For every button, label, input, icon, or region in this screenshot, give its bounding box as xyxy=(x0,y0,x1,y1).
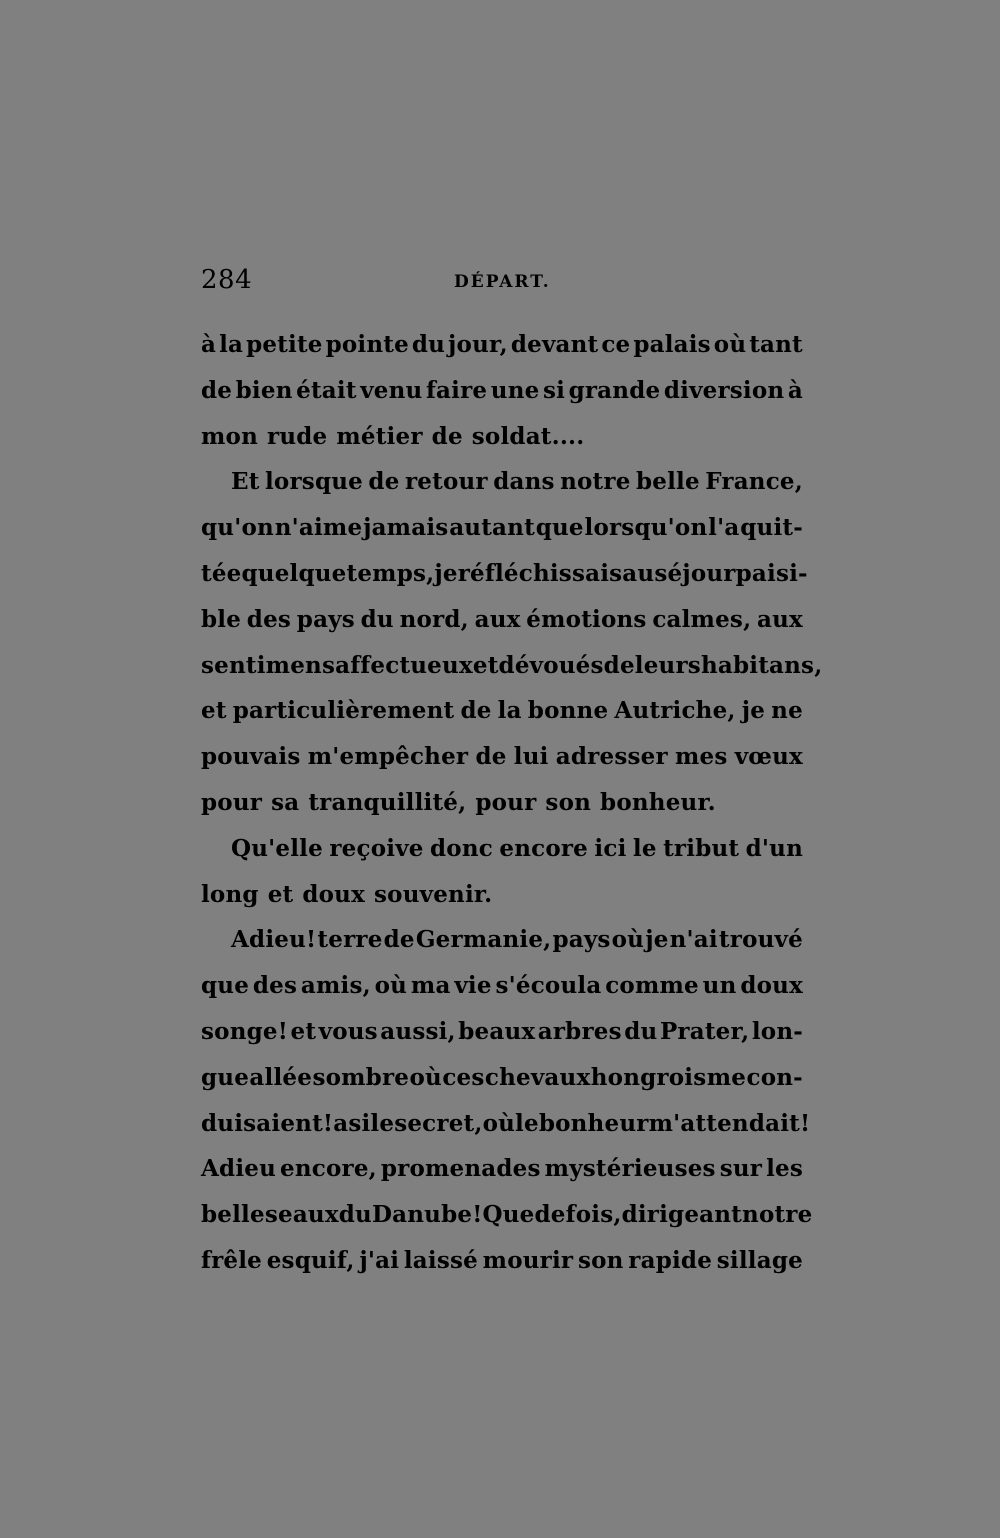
word: calmes, xyxy=(652,605,752,633)
word: ce xyxy=(601,331,631,358)
word: aux xyxy=(757,605,803,633)
word: ne xyxy=(771,697,803,725)
word: où xyxy=(611,926,645,954)
word: bonheur. xyxy=(600,788,716,816)
word: Autriche, xyxy=(614,697,736,725)
word: son xyxy=(577,1246,624,1274)
word: songe! xyxy=(201,1017,289,1045)
word: sur xyxy=(719,1155,763,1183)
word: terre xyxy=(317,926,383,954)
word: émotions xyxy=(526,605,647,633)
running-title: DÉPART. xyxy=(454,272,551,292)
text-line xyxy=(201,459,803,505)
word: je xyxy=(434,559,458,587)
word: qu'on xyxy=(201,514,274,542)
word: belle xyxy=(635,468,700,496)
word: tribut xyxy=(663,834,740,862)
word: ces xyxy=(442,1063,485,1091)
word: de xyxy=(475,743,507,771)
word: hongrois xyxy=(590,1063,707,1091)
word: un xyxy=(702,972,737,1000)
text-line xyxy=(201,505,803,551)
word: lorsque xyxy=(265,468,363,496)
word: le xyxy=(515,1109,539,1137)
word: des xyxy=(252,972,298,1000)
text-line xyxy=(201,322,803,368)
word: pour xyxy=(475,788,537,816)
word: quelque xyxy=(241,559,347,587)
word: la xyxy=(219,331,244,358)
word: si xyxy=(542,376,566,404)
word: habitans, xyxy=(700,651,823,679)
word: jour, xyxy=(448,331,508,358)
word: m'attendait! xyxy=(648,1109,811,1137)
word: Et xyxy=(231,468,260,496)
text-line xyxy=(201,597,803,643)
word: promenades xyxy=(380,1155,541,1183)
word: sentimens xyxy=(201,651,336,679)
word: eaux xyxy=(277,1201,339,1229)
word: doux xyxy=(302,880,366,908)
word: venu xyxy=(360,376,423,404)
word: vœux xyxy=(734,743,803,771)
word: reçoive xyxy=(329,834,424,862)
word: adresser xyxy=(555,743,668,771)
word: n'aime xyxy=(274,514,363,542)
word: France, xyxy=(705,468,803,496)
word: mes xyxy=(674,743,728,771)
word: sa xyxy=(271,788,300,816)
word: à xyxy=(201,331,217,358)
word: que xyxy=(201,972,250,1000)
word: amis, xyxy=(300,972,371,1000)
word: encore, xyxy=(280,1155,377,1183)
word: secret, xyxy=(394,1109,483,1137)
word: tant xyxy=(749,331,803,358)
word: tranquillité, xyxy=(308,788,467,816)
word: Germanie, xyxy=(415,926,552,954)
word: jamais xyxy=(363,514,449,542)
word: vie xyxy=(454,972,492,1000)
text-line xyxy=(201,826,803,872)
word: du xyxy=(624,1017,658,1045)
word: temps, xyxy=(346,559,435,587)
text-line xyxy=(201,414,803,460)
word: d'un xyxy=(745,834,803,862)
word: long xyxy=(201,880,259,908)
word: Danube! xyxy=(371,1201,483,1229)
word: de xyxy=(383,926,415,954)
word: pays xyxy=(296,605,355,633)
word: mystérieuses xyxy=(544,1155,716,1183)
word: aux xyxy=(474,605,521,633)
text-line xyxy=(201,917,803,963)
word: Adieu xyxy=(201,1155,277,1183)
word: où xyxy=(374,972,408,1000)
word: soldat.... xyxy=(471,422,585,450)
word: ici xyxy=(594,834,627,862)
word: ble xyxy=(201,605,242,633)
word: où xyxy=(482,1109,516,1137)
word: je xyxy=(741,697,766,725)
word: pouvais xyxy=(201,743,301,771)
word: arbres xyxy=(537,1017,622,1045)
text-line xyxy=(201,643,823,689)
text-line xyxy=(201,872,803,918)
word: belles xyxy=(201,1201,278,1229)
word: aussi, xyxy=(380,1017,456,1045)
word: et xyxy=(290,1017,317,1045)
word: pays xyxy=(552,926,611,954)
text-line xyxy=(201,368,803,414)
word: s'écoula xyxy=(495,972,602,1000)
text-line xyxy=(201,1238,803,1284)
word: dirigeant xyxy=(621,1201,743,1229)
word: sillage xyxy=(716,1246,803,1274)
word: autant xyxy=(449,514,535,542)
word: dévoués xyxy=(498,651,604,679)
word: lui xyxy=(513,743,549,771)
word: paisi- xyxy=(735,559,808,587)
body-text xyxy=(201,322,823,1284)
text-line xyxy=(201,734,803,780)
word: affectueux xyxy=(335,651,473,679)
word: ma xyxy=(410,972,451,1000)
word: frêle xyxy=(201,1246,263,1274)
word: et xyxy=(472,651,499,679)
word: de xyxy=(603,651,635,679)
word: dans xyxy=(493,468,555,496)
text-line xyxy=(201,780,803,826)
text-line xyxy=(201,1055,803,1101)
text-line xyxy=(201,1192,813,1238)
word: mourir xyxy=(482,1246,574,1274)
word: duisaient! xyxy=(201,1109,334,1137)
word: fois, xyxy=(565,1201,622,1229)
word: où xyxy=(713,331,747,358)
word: tée xyxy=(201,559,242,587)
word: était xyxy=(296,376,357,404)
word: la xyxy=(497,697,522,725)
word: métier xyxy=(336,422,423,450)
word: n'ai xyxy=(669,926,718,954)
word: de xyxy=(368,468,400,496)
word: je xyxy=(645,926,669,954)
word: nord, xyxy=(399,605,469,633)
word: à xyxy=(787,376,803,404)
word: lorsqu'on xyxy=(584,514,708,542)
word: notre xyxy=(560,468,631,496)
word: et xyxy=(201,697,227,725)
word: petite xyxy=(246,331,323,358)
word: comme xyxy=(605,972,699,1000)
word: des xyxy=(246,605,292,633)
word: les xyxy=(766,1155,803,1183)
word: réfléchissais xyxy=(457,559,623,587)
word: asile xyxy=(333,1109,395,1137)
page-header xyxy=(201,262,803,298)
word: donc xyxy=(430,834,493,862)
word: que xyxy=(535,514,584,542)
word: séjour xyxy=(654,559,736,587)
word: vous xyxy=(318,1017,378,1045)
word: pointe xyxy=(325,331,409,358)
word: son xyxy=(545,788,592,816)
text-line xyxy=(201,963,803,1009)
page-number: 284 xyxy=(201,265,253,295)
word: palais xyxy=(633,331,711,358)
word: allée xyxy=(249,1063,313,1091)
word: où xyxy=(409,1063,442,1091)
word: j'ai xyxy=(359,1246,400,1274)
word: bien xyxy=(235,376,293,404)
word: retour xyxy=(404,468,488,496)
word: trouvé xyxy=(718,926,803,954)
word: Que xyxy=(482,1201,535,1229)
text-line xyxy=(201,551,808,597)
word: faire xyxy=(425,376,488,404)
word: du xyxy=(411,331,446,358)
word: mon xyxy=(201,422,258,450)
word: diversion xyxy=(663,376,785,404)
word: devant xyxy=(510,331,599,358)
word: pour xyxy=(201,788,263,816)
word: beaux xyxy=(458,1017,536,1045)
word: Adieu! xyxy=(231,926,317,954)
word: du xyxy=(338,1201,372,1229)
word: et xyxy=(267,880,294,908)
text-line xyxy=(201,1101,811,1147)
word: du xyxy=(360,605,394,633)
word: bonheur xyxy=(538,1109,649,1137)
text-line xyxy=(201,1146,803,1192)
word: de xyxy=(534,1201,566,1229)
word: rapide xyxy=(628,1246,713,1274)
word: Qu'elle xyxy=(231,834,323,862)
word: de xyxy=(431,422,463,450)
word: bonne xyxy=(527,697,609,725)
word: me xyxy=(706,1063,747,1091)
word: de xyxy=(201,376,233,404)
word: lon- xyxy=(751,1017,803,1045)
text-line xyxy=(201,688,803,734)
word: grande xyxy=(568,376,661,404)
word: notre xyxy=(742,1201,813,1229)
word: con- xyxy=(746,1063,803,1091)
word: encore xyxy=(499,834,589,862)
text-line xyxy=(201,1009,803,1055)
word: chevaux xyxy=(484,1063,591,1091)
word: rude xyxy=(267,422,328,450)
word: au xyxy=(622,559,655,587)
word: sombre xyxy=(312,1063,410,1091)
word: quit- xyxy=(740,514,803,542)
word: l'a xyxy=(708,514,740,542)
word: une xyxy=(490,376,540,404)
word: gue xyxy=(201,1063,250,1091)
word: leurs xyxy=(634,651,701,679)
word: particulièrement xyxy=(232,697,455,725)
word: m'empêcher xyxy=(307,743,469,771)
word: doux xyxy=(740,972,803,1000)
word: Prater, xyxy=(659,1017,750,1045)
word: laissé xyxy=(403,1246,478,1274)
word: de xyxy=(460,697,492,725)
word: esquif, xyxy=(266,1246,355,1274)
word: souvenir. xyxy=(374,880,493,908)
word: le xyxy=(632,834,657,862)
